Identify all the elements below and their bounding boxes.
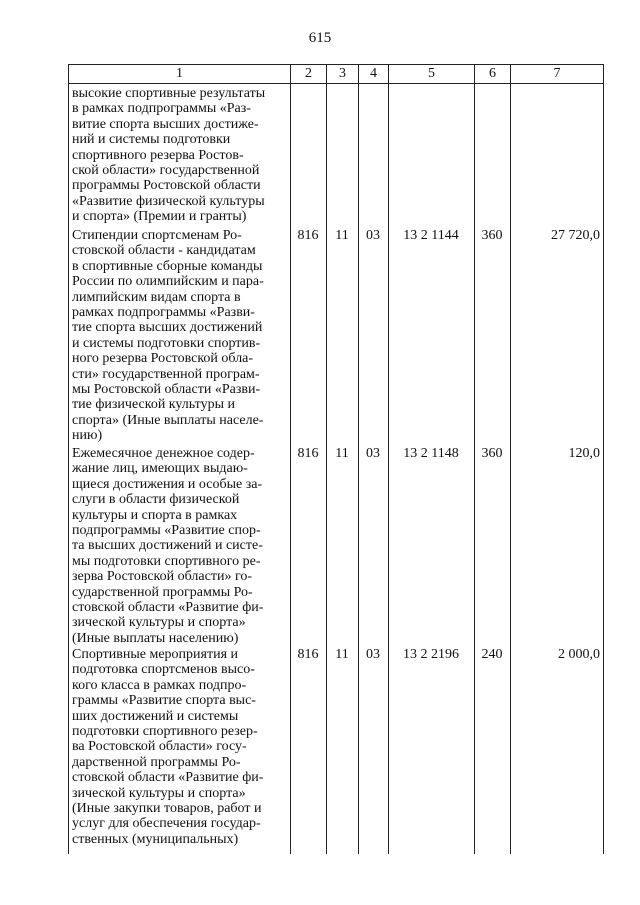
column-header-1: 1 — [69, 65, 291, 83]
row-description: Спортивные мероприятия и подготовка спортсменов высо- кого класса в рамках подпро- граммы «Развитие спорта выс- ших достижений и системы подготовки спортивного резер- ва Ростовской области» госу- дарственной программы Ро- стовской области «Развитие фи- зической культуры и спорта» (Иные закупки товаров, работ и услуг для обеспечения государ- ственных (муниципальных) — [72, 647, 264, 847]
target-article-code: 13 2 2196 — [403, 647, 459, 662]
column-header-6: 6 — [475, 65, 511, 83]
row-description: Стипендии спортсменам Ро- стовской области - кандидатам в спортивные сборные команды России по олимпийским и пара- лимпийским видам спорта в рамках подпрограммы «Разви- тие спорта высших достижений и системы подготовки спортив- ного резерва Ростовской обла- сти» государственной програм- мы Ростовской области «Разви- тие физической культуры и спорта» (Иные выплаты населе- нию) — [72, 228, 264, 444]
expense-type-code: 360 — [481, 228, 503, 243]
expense-type-code: 360 — [481, 446, 503, 461]
table-body — [68, 84, 604, 854]
ministry-code: 816 — [297, 647, 319, 662]
row-description: высокие спортивные результаты в рамках подпрограммы «Раз- витие спорта высших достиже- ний и системы подготовки спортивного резерва Ростов- ской области» государственной программы Ростовской области «Развитие физической культуры и спорта» (Премии и гранты) — [72, 86, 266, 225]
table-border-left — [68, 84, 69, 854]
target-article-code: 13 2 1144 — [403, 228, 459, 243]
column-header-4: 4 — [359, 65, 389, 83]
expense-type-code: 240 — [481, 647, 503, 662]
table-border-right — [603, 84, 604, 854]
amount: 27 720,0 — [551, 228, 600, 243]
subsection-code: 03 — [366, 228, 380, 243]
amount: 2 000,0 — [558, 647, 600, 662]
column-divider — [388, 84, 389, 854]
column-divider — [474, 84, 475, 854]
column-divider — [510, 84, 511, 854]
subsection-code: 03 — [366, 446, 380, 461]
column-divider — [358, 84, 359, 854]
section-code: 11 — [335, 647, 349, 662]
ministry-code: 816 — [297, 228, 319, 243]
section-code: 11 — [335, 228, 349, 243]
column-header-3: 3 — [327, 65, 359, 83]
column-header-2: 2 — [291, 65, 327, 83]
target-article-code: 13 2 1148 — [403, 446, 459, 461]
page-number: 615 — [308, 30, 332, 46]
column-header-5: 5 — [389, 65, 475, 83]
column-divider — [326, 84, 327, 854]
section-code: 11 — [335, 446, 349, 461]
column-header-7: 7 — [553, 66, 561, 81]
subsection-code: 03 — [366, 647, 380, 662]
amount: 120,0 — [568, 446, 600, 461]
column-divider — [290, 84, 291, 854]
table-header-row — [68, 64, 604, 84]
ministry-code: 816 — [297, 446, 319, 461]
row-description: Ежемесячное денежное содер- жание лиц, имеющих выдаю- щиеся достижения и особые за- слуги в области физической культуры и спорта в рамках подпрограммы «Развитие спор- та высших достижений и систе- мы подготовки спортивного ре- зерва Ростовской области» го- сударственной программы Ро- стовской области «Развитие фи- зической культуры и спорта» (Иные выплаты населению) — [72, 446, 264, 646]
